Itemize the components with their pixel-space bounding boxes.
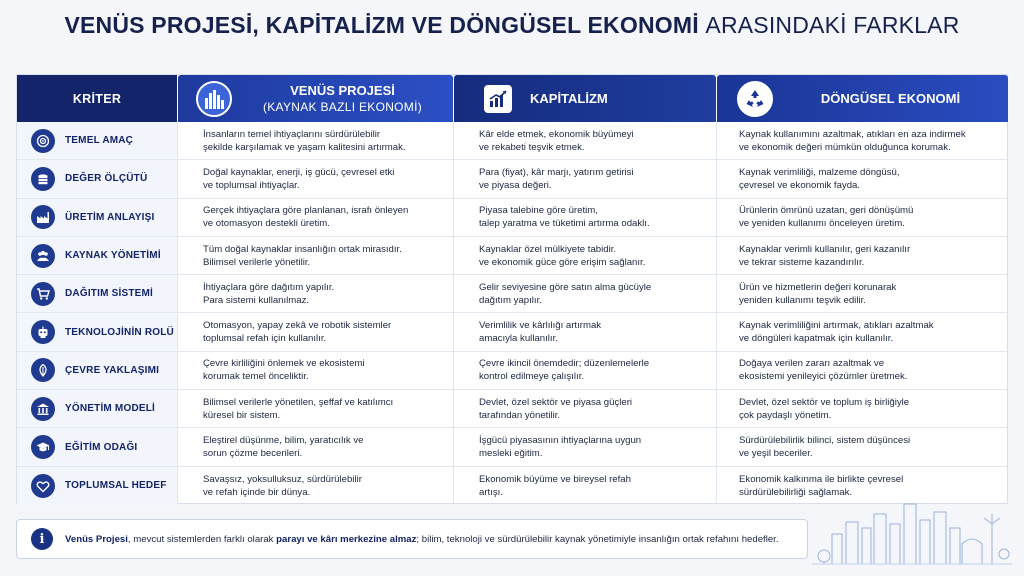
capitalism-cell-line: Para (fiyat), kâr marjı, yatırım getirisi: [479, 166, 634, 178]
table-row: [17, 275, 1007, 313]
circular-cell-line: ve yeniden kullanımı önceleyen üretim.: [739, 218, 905, 230]
criterion-cell: [17, 275, 177, 312]
venus-cell-line: İhtiyaçlara göre dağıtım yapılır.: [203, 281, 335, 293]
header-venus-title: VENÜS PROJESİ: [290, 82, 395, 98]
circular-cell-line: Sürdürülebilirlik bilinci, sistem düşüncesi: [739, 435, 911, 447]
capitalism-cell: [479, 390, 709, 427]
capitalism-cell-line: Gelir seviyesine göre satın alma gücüyle: [479, 281, 652, 293]
venus-cell: [203, 237, 443, 274]
criterion-label: EĞİTİM ODAĞI: [65, 441, 138, 453]
circular-cell-line: Kaynak verimliliği, malzeme döngüsü,: [739, 166, 900, 178]
venus-cell-line: Savaşsız, yoksulluksuz, sürdürülebilir: [203, 473, 362, 485]
header-circular-economy: [717, 75, 1008, 122]
circular-cell-line: çevresel ve ekonomik fayda.: [739, 179, 861, 191]
criterion-cell: [17, 428, 177, 465]
heart-icon: [31, 474, 55, 498]
capitalism-cell-line: tarafından yönetilir.: [479, 409, 561, 421]
venus-cell: [203, 428, 443, 465]
capitalism-cell-line: Çevre ikincil önemdedir; düzenlemelerle: [479, 358, 650, 370]
venus-cell: [203, 160, 443, 197]
cart-icon: [31, 282, 55, 306]
criterion-cell: [17, 390, 177, 427]
title-light: ARASINDAKİ FARKLAR: [705, 12, 960, 38]
info-icon: i: [31, 528, 53, 550]
capitalism-cell: [479, 467, 709, 505]
capitalism-cell-line: Piyasa talebine göre üretim,: [479, 205, 598, 217]
criterion-label: KAYNAK YÖNETİMİ: [65, 250, 161, 262]
venus-cell-line: Çevre kirliliğini önlemek ve ekosistemi: [203, 358, 365, 370]
header-venus-project: [178, 75, 453, 122]
info-note: [16, 519, 808, 559]
venus-cell-line: Para sistemi kullanılmaz.: [203, 294, 310, 306]
info-text: Venüs Projesi, mevcut sistemlerden farklı olarak parayı ve kârı merkezine almaz; bilim, teknoloji ve sürdürülebilir kaynak yönetimiyle insanlığın ortak refahını hedefler.: [65, 533, 779, 545]
capitalism-cell-line: ve ekonomik güce göre erişim sağlanır.: [479, 256, 646, 268]
venus-cell-line: Bilimsel verilerle yönetilen, şeffaf ve katılımcı: [203, 396, 394, 408]
venus-cell: [203, 275, 443, 312]
table-row: [17, 313, 1007, 351]
criterion-cell: [17, 467, 177, 505]
capitalism-cell-line: Kaynaklar özel mülkiyete tabidir.: [479, 243, 617, 255]
criterion-cell: [17, 313, 177, 350]
venus-cell-line: İnsanların temel ihtiyaçlarını sürdürülebilir: [203, 128, 381, 140]
header-circular-label: DÖNGÜSEL EKONOMİ: [820, 91, 961, 106]
venus-cell-line: küresel bir sistem.: [203, 409, 281, 421]
capitalism-cell-line: amacıyla kullanılır.: [479, 333, 558, 345]
capitalism-cell: [479, 237, 709, 274]
circular-cell-line: sürdürülebilirliği sağlamak.: [739, 486, 853, 498]
circular-cell: [739, 160, 1001, 197]
circular-cell-line: Kaynak verimliliğini artırmak, atıkları azaltmak: [739, 320, 934, 332]
capitalism-cell: [479, 352, 709, 389]
target-icon: [31, 129, 55, 153]
capitalism-cell-line: Devlet, özel sektör ve piyasa güçleri: [479, 396, 633, 408]
page-title: [0, 12, 1024, 44]
capitalism-cell-line: Ekonomik büyüme ve bireysel refah: [479, 473, 631, 485]
capitalism-cell-line: mesleki eğitim.: [479, 448, 543, 460]
venus-cell-line: sorun çözme becerileri.: [203, 448, 303, 460]
circular-cell-line: Ekonomik kalkınma ile birlikte çevresel: [739, 473, 904, 485]
circular-cell: [739, 122, 1001, 159]
circular-cell: [739, 237, 1001, 274]
venus-cell: [203, 352, 443, 389]
table-row: [17, 390, 1007, 428]
table-row: [17, 199, 1007, 237]
table-row: [17, 428, 1007, 466]
criterion-cell: [17, 160, 177, 197]
leaf-icon: [31, 358, 55, 382]
venus-cell: [203, 122, 443, 159]
venus-cell-line: Eleştirel düşünme, bilim, yaratıcılık ve: [203, 435, 364, 447]
table-row: [17, 122, 1007, 160]
factory-icon: [31, 205, 55, 229]
graduation-cap-icon: [31, 435, 55, 459]
circular-cell-line: Doğaya verilen zararı azaltmak ve: [739, 358, 885, 370]
venus-cell-line: Doğal kaynaklar, enerji, iş gücü, çevresel etki: [203, 166, 395, 178]
capitalism-cell-line: ve rekabeti teşvik etmek.: [479, 141, 585, 153]
people-icon: [31, 244, 55, 268]
capitalism-cell: [479, 428, 709, 465]
venus-cell-line: toplumsal refah için kullanılır.: [203, 333, 327, 345]
circular-cell: [739, 313, 1001, 350]
capitalism-cell: [479, 160, 709, 197]
criterion-cell: [17, 122, 177, 159]
coins-icon: [31, 167, 55, 191]
venus-cell-line: korumak temel önceliktir.: [203, 371, 309, 383]
circular-cell: [739, 428, 1001, 465]
circular-cell-line: ve tekrar sisteme kazandırılır.: [739, 256, 865, 268]
criterion-cell: [17, 352, 177, 389]
header-venus-subtitle: (KAYNAK BAZLI EKONOMİ): [262, 99, 423, 114]
criterion-label: TEKNOLOJİNİN ROLÜ: [65, 326, 174, 338]
criterion-cell: [17, 237, 177, 274]
venus-cell-line: ve otomasyon destekli üretim.: [203, 218, 330, 230]
capitalism-cell: [479, 199, 709, 236]
capitalism-cell: [479, 275, 709, 312]
criterion-label: ÜRETİM ANLAYIŞI: [65, 211, 155, 223]
criterion-label: YÖNETİM MODELİ: [65, 403, 156, 415]
table-row: [17, 352, 1007, 390]
capitalism-cell-line: ve piyasa değeri.: [479, 179, 552, 191]
institution-icon: [31, 397, 55, 421]
header-capitalism-label: KAPİTALİZM: [530, 91, 608, 106]
circular-cell-line: Ürünlerin ömrünü uzatan, geri dönüşümü: [739, 205, 914, 217]
circular-cell: [739, 275, 1001, 312]
venus-cell-line: Gerçek ihtiyaçlara göre planlanan, israfı önleyen: [203, 205, 409, 217]
table-row: [17, 160, 1007, 198]
circular-cell-line: yeniden kullanımı teşvik edilir.: [739, 294, 866, 306]
venus-cell-line: Tüm doğal kaynaklar insanlığın ortak mirasıdır.: [203, 243, 402, 255]
table-row: [17, 237, 1007, 275]
header-criterion-label: KRİTER: [72, 91, 122, 106]
venus-cell: [203, 313, 443, 350]
recycle-icon: [737, 81, 773, 117]
circular-cell: [739, 390, 1001, 427]
growth-chart-icon: [484, 85, 512, 113]
venus-cell: [203, 390, 443, 427]
venus-cell-line: şekilde karşılamak ve yaşam kalitesini artırmak.: [203, 141, 406, 153]
capitalism-cell: [479, 122, 709, 159]
header-criterion: [17, 75, 177, 122]
comparison-table: [16, 74, 1008, 504]
venus-cell-line: Bilimsel verilerle yönetilir.: [203, 256, 311, 268]
venus-cell-line: Otomasyon, yapay zekâ ve robotik sistemler: [203, 320, 392, 332]
title-bold: VENÜS PROJESİ, KAPİTALİZM VE DÖNGÜSEL EKONOMİ: [64, 12, 699, 38]
venus-cell: [203, 199, 443, 236]
venus-cell-line: ve refah içinde bir dünya.: [203, 486, 311, 498]
criterion-label: TOPLUMSAL HEDEF: [65, 480, 167, 492]
capitalism-cell-line: Verimlilik ve kârlılığı artırmak: [479, 320, 602, 332]
capitalism-cell-line: İşgücü piyasasının ihtiyaçlarına uygun: [479, 435, 642, 447]
circular-cell-line: ve ekonomik değeri mümkün olduğunca korumak.: [739, 141, 951, 153]
capitalism-cell: [479, 313, 709, 350]
capitalism-cell-line: talep yaratma ve tüketimi artırma odaklı.: [479, 218, 650, 230]
circular-cell-line: Devlet, özel sektör ve toplum iş birliğiyle: [739, 396, 910, 408]
circular-cell-line: ve döngüleri kapatmak için kullanılır.: [739, 333, 894, 345]
capitalism-cell-line: Kâr elde etmek, ekonomik büyümeyi: [479, 128, 634, 140]
capitalism-cell-line: dağıtım yapılır.: [479, 294, 542, 306]
circular-cell-line: ekosistemi yenileyici çözümler üretmek.: [739, 371, 908, 383]
venus-cell-line: ve toplumsal ihtiyaçlar.: [203, 179, 300, 191]
circular-cell-line: çok paydaşlı yönetim.: [739, 409, 832, 421]
criterion-label: ÇEVRE YAKLAŞIMI: [65, 364, 160, 376]
circular-cell-line: Kaynaklar verimli kullanılır, geri kazanılır: [739, 243, 911, 255]
robot-icon: [31, 320, 55, 344]
capitalism-cell-line: kontrol edilmeye çalışılır.: [479, 371, 585, 383]
criterion-label: TEMEL AMAÇ: [65, 135, 134, 147]
table-body: [17, 122, 1007, 505]
circular-cell: [739, 352, 1001, 389]
circular-cell-line: Ürün ve hizmetlerin değeri korunarak: [739, 281, 897, 293]
header-capitalism: [454, 75, 716, 122]
criterion-cell: [17, 199, 177, 236]
circular-cell-line: ve yeşil beceriler.: [739, 448, 813, 460]
city-skyline-icon: [196, 81, 232, 117]
circular-cell-line: Kaynak kullanımını azaltmak, atıkları en aza indirmek: [739, 128, 966, 140]
circular-cell: [739, 199, 1001, 236]
city-skyline-illustration: [812, 494, 1012, 566]
criterion-label: DEĞER ÖLÇÜTÜ: [65, 173, 148, 185]
criterion-label: DAĞITIM SİSTEMİ: [65, 288, 153, 300]
capitalism-cell-line: artışı.: [479, 486, 503, 498]
venus-cell: [203, 467, 443, 505]
